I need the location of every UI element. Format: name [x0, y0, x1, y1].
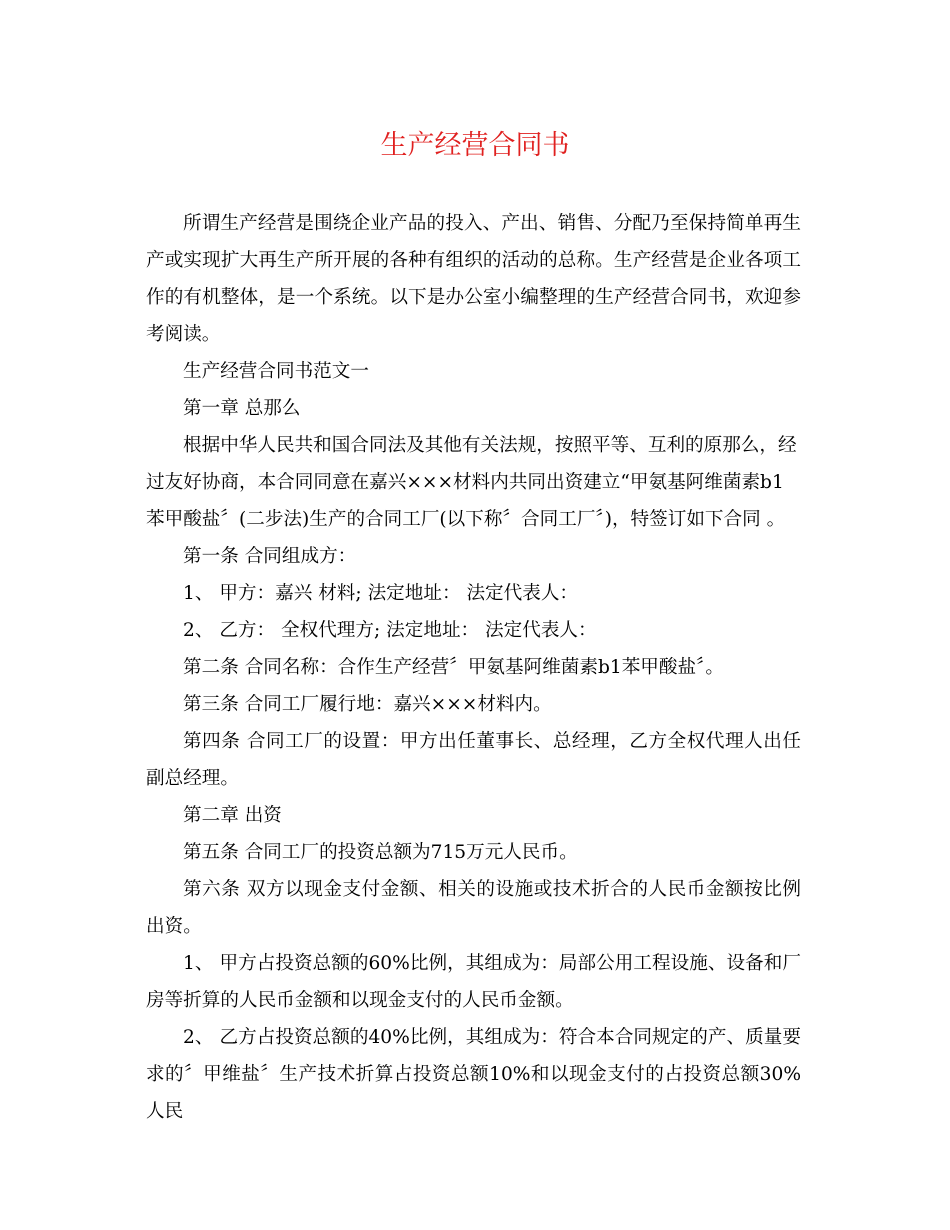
list-paragraph: 1、 甲方占投资总额的60%比例，其组成为：局部公用工程设施、设备和厂房等折算的人民币金额和以现金支付的人民币金额。	[146, 953, 801, 1011]
list-paragraph: 2、 乙方占投资总额的40%比例，其组成为：符合本合同规定的产、质量要求的〞甲维盐〞生产技术折算占投资总额10%和以现金支付的占投资总额30%人民	[146, 1027, 801, 1122]
chapter-heading: 第二章 出资	[183, 805, 282, 826]
document-title: 生产经营合同书	[380, 130, 570, 161]
article-heading: 第一条 合同组成方：	[183, 546, 357, 567]
article-paragraph: 第二条 合同名称：合作生产经营〞甲氨基阿维菌素b1苯甲酸盐〞。	[183, 657, 724, 678]
preamble-paragraph: 根据中华人民共和国合同法及其他有关法规，按照平等、互利的原那么，经过友好协商，本合同同意在嘉兴×××材料内共同出资建立“甲氨基阿维菌素b1苯甲酸盐〞(二步法)生产的合同工厂(以下称〞合同工厂〞)，特签订如下合同 。	[146, 435, 797, 530]
chapter-heading: 第一章 总那么	[183, 398, 301, 419]
article-paragraph: 第四条 合同工厂的设置：甲方出任董事长、总经理，乙方全权代理人出任副总经理。	[146, 731, 801, 789]
article-paragraph: 第三条 合同工厂履行地：嘉兴×××材料内。	[183, 694, 552, 715]
intro-paragraph: 所谓生产经营是围绕企业产品的投入、产出、销售、分配乃至保持简单再生产或实现扩大再生产所开展的各种有组织的活动的总称。生产经营是企业各项工作的有机整体，是一个系统。以下是办公室小编整理的生产经营合同书，欢迎参考阅读。	[146, 213, 801, 345]
party-b-line: 2、 乙方： 全权代理方; 法定地址： 法定代表人：	[183, 620, 597, 641]
article-paragraph: 第五条 合同工厂的投资总额为715万元人民币。	[183, 842, 578, 863]
article-paragraph: 第六条 双方以现金支付金额、相关的设施或技术折合的人民币金额按比例出资。	[146, 879, 801, 937]
document-body	[146, 205, 801, 1130]
sample-heading: 生产经营合同书范文一	[183, 361, 369, 382]
party-a-line: 1、 甲方：嘉兴 材料; 法定地址： 法定代表人：	[183, 583, 579, 604]
